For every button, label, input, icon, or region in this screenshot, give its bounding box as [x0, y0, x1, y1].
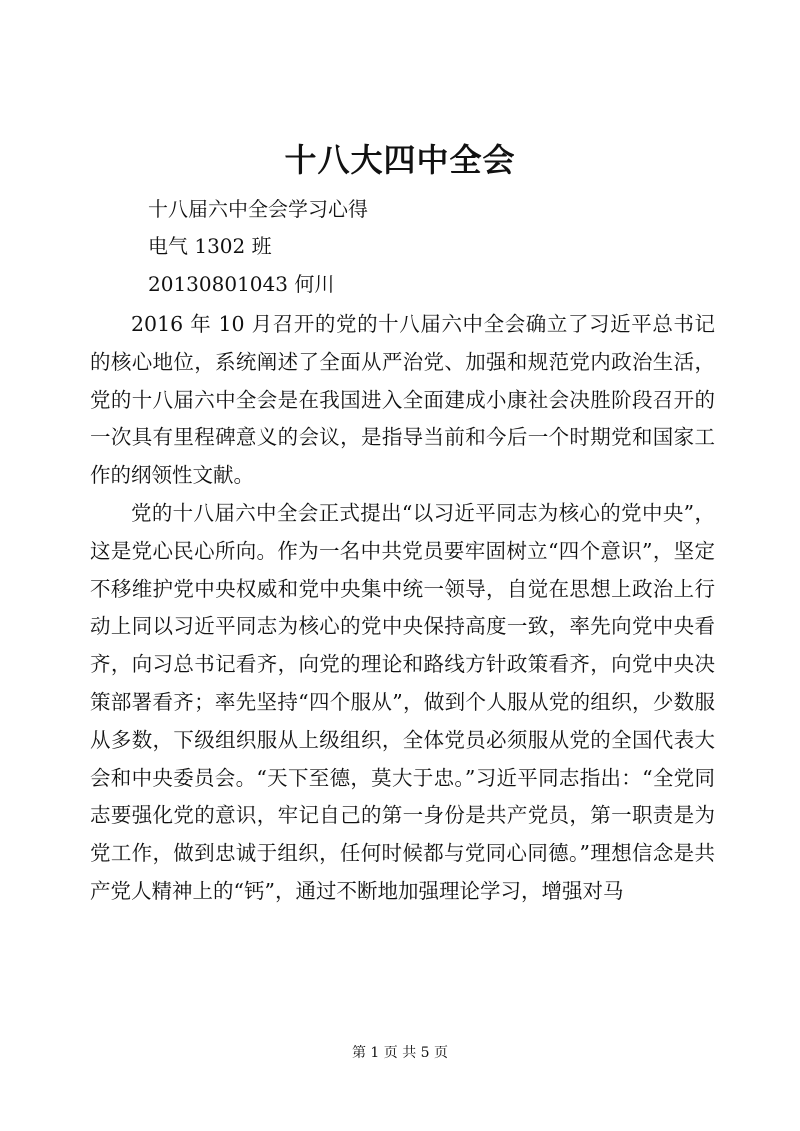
document-title: 十八大四中全会	[284, 141, 516, 179]
class-line: 电气 1302 班	[148, 234, 272, 258]
paragraph: 党的十八届六中全会正式提出“以习近平同志为核心的党中央”，这是党心民心所向。作为一名中共党员要牢固树立“四个意识”，坚定不移维护党中央权威和党中央集中统一领导，自觉在思想上政治上行动上同以习近平同志为核心的党中央保持高度一致，率先向党中央看齐，向习总书记看齐，向党的理论和路线方针政策看齐，向党中央决策部署看齐；率先坚持“四个服从”，做到个人服从党的组织，少数服从多数，下级组织服从上级组织，全体党员必须服从党的全国代表大会和中央委员会。“天下至德，莫大于忠。”习近平同志指出：“全党同志要强化党的意识，牢记自己的第一身份是共产党员，第一职责是为党工作，做到忠诚于组织，任何时候都与党同心同德。”理想信念是共产党人精神上的“钙”，通过不断地加强理论学习，增强对马	[90, 500, 715, 903]
student-line: 20130801043 何川	[148, 272, 335, 296]
document-body	[90, 306, 715, 911]
paragraph: 2016 年 10 月召开的党的十八届六中全会确立了习近平总书记的核心地位，系统阐述了全面从严治党、加强和规范党内政治生活，党的十八届六中全会是在我国进入全面建成小康社会决胜阶段召开的一次具有里程碑意义的会议，是指导当前和今后一个时期党和国家工作的纲领性文献。	[90, 312, 715, 488]
page-footer: 第 1 页 共 5 页	[351, 1045, 449, 1061]
document-subtitle: 十八届六中全会学习心得	[148, 197, 368, 221]
